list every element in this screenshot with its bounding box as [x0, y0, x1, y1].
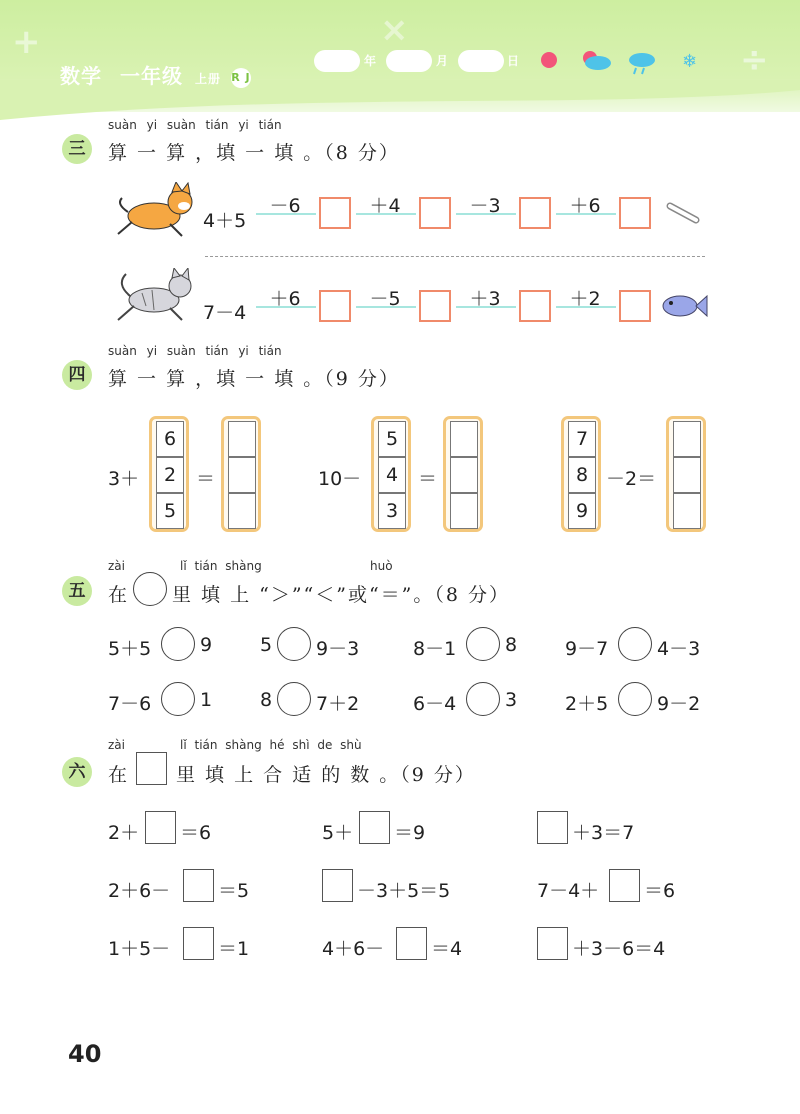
s6-after: ＋3＝7 — [572, 822, 635, 844]
day-field[interactable] — [458, 50, 504, 72]
s4-g3-suffix: －2＝ — [606, 468, 657, 490]
s5-left: 2＋5 — [565, 693, 609, 715]
year-field[interactable] — [314, 50, 360, 72]
s5-right: 7＋2 — [316, 693, 360, 715]
s6-before: 5＋ — [322, 822, 354, 844]
s6-after: ＝6 — [644, 880, 676, 902]
s4-g1-value: 5 — [156, 493, 184, 529]
s6-number: 六 — [62, 757, 92, 787]
s3-row1-op4: ＋6 — [569, 195, 601, 217]
compare-circle[interactable] — [161, 682, 195, 716]
answer-cell[interactable] — [228, 493, 256, 529]
s4-g3-minuends — [561, 416, 601, 532]
s4-number: 四 — [62, 360, 92, 390]
s6-before: 1＋5－ — [108, 938, 171, 960]
s5-title-b: 里 填 上 “＞”“＜”或“＝”。（8 分） — [172, 584, 511, 606]
s3-row1-op1: －6 — [269, 195, 301, 217]
s5-pinyin: lǐ tián shàng — [180, 559, 262, 573]
divider — [205, 256, 705, 257]
dog-icon — [112, 182, 198, 242]
answer-box[interactable] — [319, 290, 351, 322]
s6-title-b: 里 填 上 合 适 的 数 。（9 分） — [176, 764, 476, 786]
s5-left: 9－7 — [565, 638, 609, 660]
s4-g2-answers — [443, 416, 483, 532]
fish-icon — [660, 290, 708, 322]
s4-g1-addends — [149, 416, 189, 532]
answer-box[interactable] — [519, 290, 551, 322]
s4-g2-prefix: 10－ — [318, 468, 362, 490]
month-label: 月 — [436, 54, 449, 68]
s5-title-a: 在 — [108, 584, 130, 606]
s6-after: ＝6 — [180, 822, 212, 844]
s6-after: －3＋5＝5 — [357, 880, 451, 902]
page-number: 40 — [68, 1040, 102, 1068]
s3-pinyin: suàn yi suàn tián yi tián — [108, 118, 282, 132]
compare-circle[interactable] — [161, 627, 195, 661]
s6-pinyin: lǐ tián shàng hé shì de shù — [180, 738, 362, 752]
answer-box[interactable] — [319, 197, 351, 229]
weather-icons — [540, 48, 710, 76]
rain-icon — [629, 53, 655, 74]
s5-right: 9－3 — [316, 638, 360, 660]
s4-g3-value: 8 — [568, 457, 596, 493]
answer-cell[interactable] — [673, 457, 701, 493]
answer-cell[interactable] — [450, 493, 478, 529]
s6-title-a: 在 — [108, 764, 130, 786]
s4-g1-value: 6 — [156, 421, 184, 457]
s4-g3-value: 9 — [568, 493, 596, 529]
answer-box[interactable] — [322, 869, 353, 902]
s6-after: ＋3－6＝4 — [572, 938, 666, 960]
compare-circle[interactable] — [277, 682, 311, 716]
s5-left: 5 — [260, 634, 273, 656]
s5-right: 9 — [200, 634, 213, 656]
s6-after: ＝5 — [218, 880, 250, 902]
subject-grade-title — [60, 60, 251, 89]
s3-row2-op1: ＋6 — [269, 288, 301, 310]
answer-box[interactable] — [145, 811, 176, 844]
s6-after: ＝4 — [431, 938, 463, 960]
compare-circle[interactable] — [277, 627, 311, 661]
compare-circle[interactable] — [466, 627, 500, 661]
s4-g3-answers — [666, 416, 706, 532]
compare-circle[interactable] — [618, 627, 652, 661]
s5-number: 五 — [62, 576, 92, 606]
s3-row2-op3: ＋3 — [469, 288, 501, 310]
s3-row1-op2: ＋4 — [369, 195, 401, 217]
answer-box[interactable] — [537, 811, 568, 844]
circle-example — [133, 572, 167, 606]
s5-right: 8 — [505, 634, 518, 656]
s5-left: 7－6 — [108, 693, 152, 715]
s3-row2-op4: ＋2 — [569, 288, 601, 310]
s4-title: 算 一 算 ，填 一 填 。（9 分） — [108, 368, 400, 390]
s4-g1-value: 2 — [156, 457, 184, 493]
cat-icon — [112, 268, 198, 326]
volume: 上册 — [194, 72, 221, 86]
s5-pinyin: zài — [108, 559, 125, 573]
s4-g2-value: 3 — [378, 493, 406, 529]
s5-pinyin: huò — [370, 559, 393, 573]
compare-circle[interactable] — [618, 682, 652, 716]
s6-before: 4＋6－ — [322, 938, 385, 960]
s3-number: 三 — [62, 134, 92, 164]
s5-right: 3 — [505, 689, 518, 711]
s5-right: 4－3 — [657, 638, 701, 660]
s4-g2-equals: ＝ — [418, 468, 438, 490]
answer-cell[interactable] — [450, 457, 478, 493]
day-label: 日 — [507, 54, 520, 68]
answer-cell[interactable] — [450, 421, 478, 457]
answer-box[interactable] — [619, 197, 651, 229]
answer-box[interactable] — [359, 811, 390, 844]
s4-g1-equals: ＝ — [196, 468, 216, 490]
s6-after: ＝9 — [394, 822, 426, 844]
grade: 一年级 — [119, 64, 183, 88]
edition-badge: R J — [231, 68, 251, 88]
answer-box[interactable] — [183, 869, 214, 902]
subject: 数学 — [60, 64, 102, 88]
answer-box[interactable] — [183, 927, 214, 960]
cloudy-icon — [583, 51, 611, 70]
snow-icon: ❄ — [682, 51, 698, 72]
s3-row2-op2: －5 — [369, 288, 401, 310]
times-decoration-icon: × — [380, 10, 409, 50]
answer-box[interactable] — [537, 927, 568, 960]
s6-before: 2＋6－ — [108, 880, 171, 902]
answer-cell[interactable] — [673, 421, 701, 457]
answer-box[interactable] — [396, 927, 427, 960]
box-example — [136, 752, 167, 785]
s5-left: 5＋5 — [108, 638, 152, 660]
s6-pinyin: zài — [108, 738, 125, 752]
s5-right: 9－2 — [657, 693, 701, 715]
s6-after: ＝1 — [218, 938, 250, 960]
compare-circle[interactable] — [466, 682, 500, 716]
s4-g3-value: 7 — [568, 421, 596, 457]
divide-decoration-icon: ÷ — [740, 40, 769, 80]
answer-cell[interactable] — [228, 457, 256, 493]
s6-before: 2＋ — [108, 822, 140, 844]
s4-g2-value: 5 — [378, 421, 406, 457]
answer-box[interactable] — [419, 290, 451, 322]
s4-pinyin: suàn yi suàn tián yi tián — [108, 344, 282, 358]
answer-cell[interactable] — [673, 493, 701, 529]
s3-row2-start: 7－4 — [203, 302, 247, 324]
answer-cell[interactable] — [228, 421, 256, 457]
sun-icon — [541, 52, 557, 68]
s6-before: 7－4＋ — [537, 880, 600, 902]
month-field[interactable] — [386, 50, 432, 72]
year-label: 年 — [364, 54, 377, 68]
s5-left: 6－4 — [413, 693, 457, 715]
s4-g2-value: 4 — [378, 457, 406, 493]
s3-row1-op3: －3 — [469, 195, 501, 217]
bone-icon — [664, 200, 702, 226]
answer-box[interactable] — [609, 869, 640, 902]
answer-box[interactable] — [519, 197, 551, 229]
s5-left: 8 — [260, 689, 273, 711]
s3-title: 算 一 算 ，填 一 填 。（8 分） — [108, 142, 400, 164]
plus-decoration-icon: + — [12, 22, 41, 62]
s5-left: 8－1 — [413, 638, 457, 660]
s4-g1-prefix: 3＋ — [108, 468, 140, 490]
s4-g1-answers — [221, 416, 261, 532]
s4-g2-subtrahends — [371, 416, 411, 532]
answer-box[interactable] — [419, 197, 451, 229]
s5-right: 1 — [200, 689, 213, 711]
answer-box[interactable] — [619, 290, 651, 322]
s3-row1-start: 4＋5 — [203, 210, 247, 232]
